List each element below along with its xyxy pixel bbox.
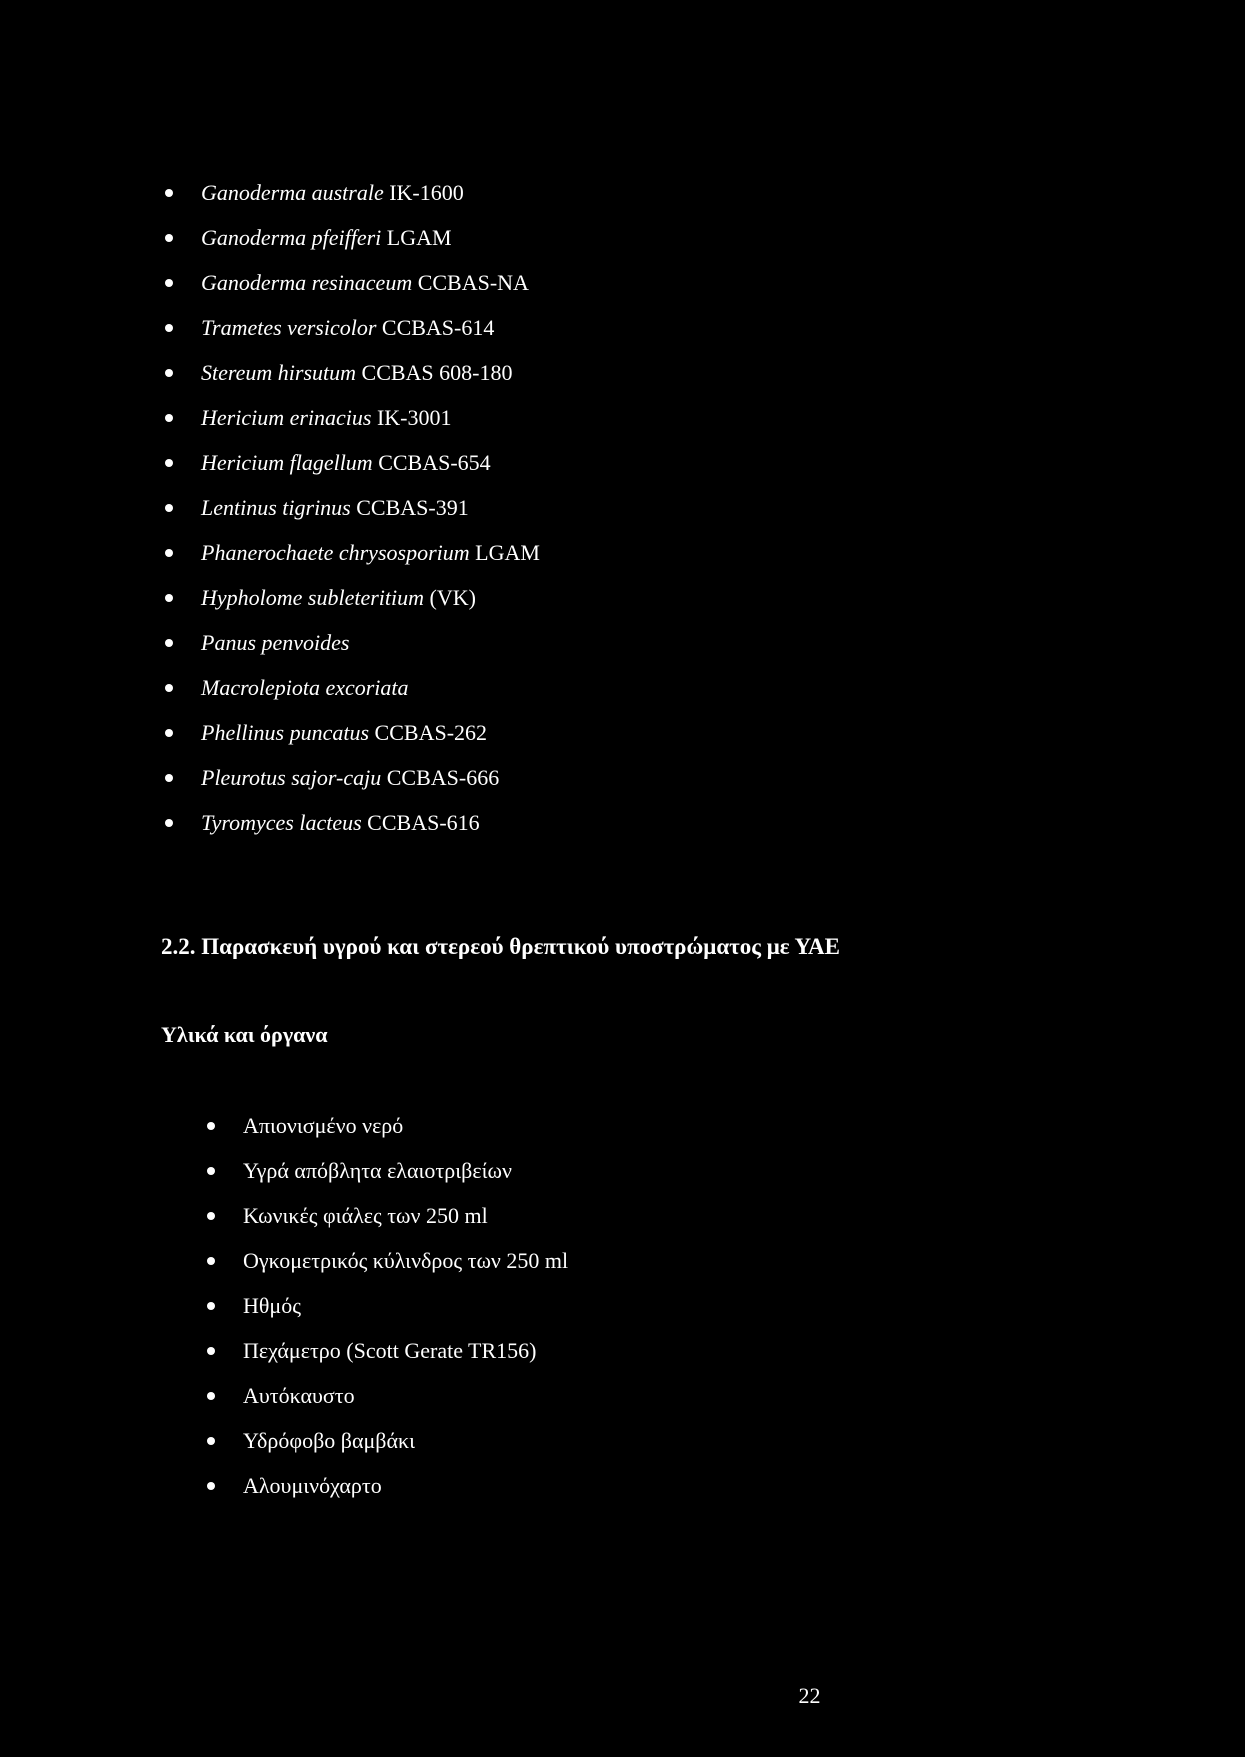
bullet-icon <box>165 459 173 467</box>
species-name: Ganoderma resinaceum <box>201 270 413 295</box>
material-label: Αυτόκαυστο <box>243 1383 355 1408</box>
subheading: Υλικά και όργανα <box>161 1022 328 1047</box>
material-label: Απιονισμένο νερό <box>243 1113 404 1138</box>
material-label: Ηθμός <box>243 1293 301 1318</box>
bullet-icon <box>207 1347 215 1355</box>
page-number: 22 <box>798 1683 821 1708</box>
section-heading: 2.2. Παρασκευή υγρού και στερεού θρεπτικού υποστρώματος με ΥΑΕ <box>161 934 840 959</box>
strain-code: CCBAS-654 <box>378 450 491 475</box>
bullet-icon <box>165 324 173 332</box>
bullet-icon <box>165 549 173 557</box>
species-name: Trametes versicolor <box>201 315 377 340</box>
bullet-icon <box>207 1392 215 1400</box>
species-name: Macrolepiota excoriata <box>201 675 409 700</box>
species-name: Phellinus puncatus <box>201 720 370 745</box>
bullet-icon <box>207 1212 215 1220</box>
strain-code: CCBAS-614 <box>381 315 495 340</box>
bullet-icon <box>207 1122 215 1130</box>
material-label: Κωνικές φιάλες των 250 ml <box>243 1203 488 1228</box>
strain-code: CCBAS-262 <box>374 720 488 745</box>
species-name: Hericium flagellum <box>201 450 373 475</box>
strain-code: CCBAS-666 <box>386 765 500 790</box>
material-label: Υγρά απόβλητα ελαιοτριβείων <box>243 1158 512 1183</box>
species-name: Phanerochaete chrysosporium <box>201 540 470 565</box>
bullet-icon <box>165 729 173 737</box>
bullet-icon <box>207 1482 215 1490</box>
strain-code: IK-1600 <box>389 180 464 205</box>
species-name: Ganoderma pfeifferi <box>201 225 382 250</box>
strain-code: LGAM <box>386 225 452 250</box>
bullet-icon <box>207 1167 215 1175</box>
species-name: Tyromyces lacteus <box>201 810 362 835</box>
bullet-icon <box>207 1257 215 1265</box>
strain-code: CCBAS-616 <box>367 810 480 835</box>
species-name: Panus penvoides <box>201 630 350 655</box>
bullet-icon <box>165 279 173 287</box>
species-name: Hericium erinacius <box>201 405 372 430</box>
species-name: Hypholome subleteritium <box>201 585 425 610</box>
strain-code: IK-3001 <box>376 405 452 430</box>
bullet-icon <box>165 369 173 377</box>
bullet-icon <box>165 504 173 512</box>
strain-code: CCBAS 608-180 <box>361 360 513 385</box>
bullet-icon <box>165 414 173 422</box>
bullet-icon <box>207 1437 215 1445</box>
bullet-icon <box>165 189 173 197</box>
bullet-icon <box>207 1302 215 1310</box>
material-label: Αλουμινόχαρτο <box>243 1473 382 1498</box>
species-name: Stereum hirsutum <box>201 360 357 385</box>
bullet-icon <box>165 639 173 647</box>
material-label: Ογκομετρικός κύλινδρος των 250 ml <box>243 1248 569 1273</box>
species-name: Ganoderma australe <box>201 180 384 205</box>
strain-code: (VK) <box>429 585 476 610</box>
bullet-icon <box>165 684 173 692</box>
strain-code: CCBAS-391 <box>356 495 469 520</box>
strain-code: LGAM <box>475 540 540 565</box>
bullet-icon <box>165 594 173 602</box>
bullet-icon <box>165 774 173 782</box>
material-label: Πεχάμετρο (Scott Gerate TR156) <box>243 1338 537 1363</box>
species-name: Lentinus tigrinus <box>201 495 351 520</box>
species-name: Pleurotus sajor-caju <box>201 765 382 790</box>
bullet-icon <box>165 819 173 827</box>
strain-code: CCBAS-NA <box>417 270 529 295</box>
material-label: Υδρόφοβο βαμβάκι <box>243 1428 416 1453</box>
bullet-icon <box>165 234 173 242</box>
